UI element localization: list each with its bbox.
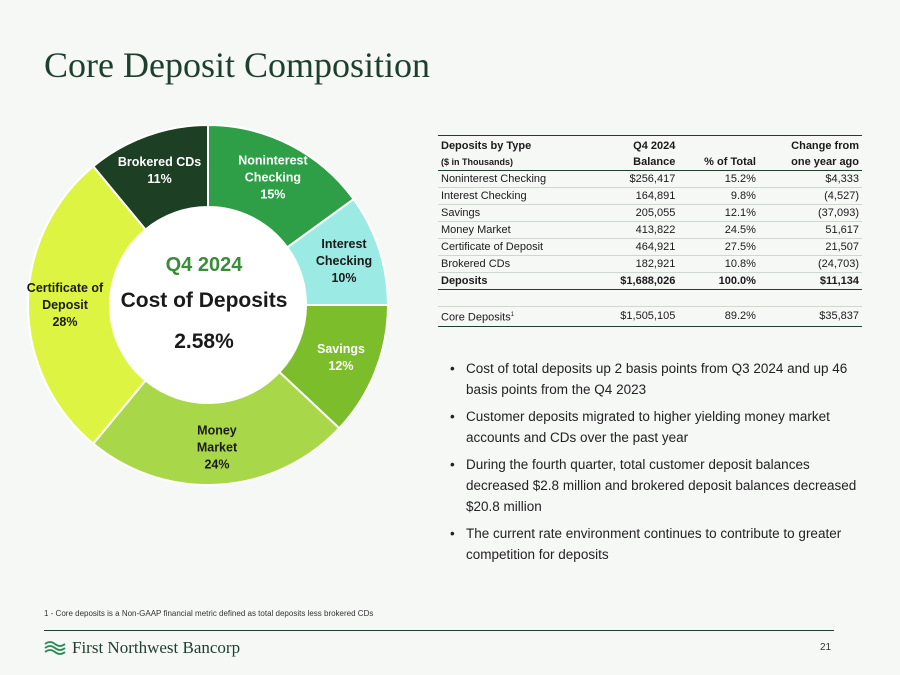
slice-category-label: Deposit	[42, 298, 88, 312]
table-header-cell	[678, 136, 759, 155]
slice-percent-label: 10%	[331, 270, 357, 285]
table-cell: 10.8%	[678, 256, 759, 273]
bullet-item: • The current rate environment continues to contribute to greater competition for deposits	[448, 523, 858, 565]
slice-category-label: Money	[197, 423, 237, 438]
bullet-item: • Customer deposits migrated to higher yielding money market accounts and CDs over the past year	[448, 406, 858, 448]
table-cell: 89.2%	[678, 307, 759, 327]
deposits-table	[438, 135, 862, 327]
table-cell: 24.5%	[678, 222, 759, 239]
table-row	[438, 256, 862, 273]
table-spacer-cell	[438, 290, 862, 307]
table-cell: (24,703)	[759, 256, 862, 273]
table-cell: Interest Checking	[438, 188, 593, 205]
donut-chart	[0, 0, 430, 600]
slice-category-label: Certificate of	[26, 281, 104, 295]
table-cell: 21,507	[759, 239, 862, 256]
table-cell: $4,333	[759, 171, 862, 188]
slice-percent-label: 12%	[328, 359, 354, 374]
table-cell: $1,688,026	[593, 273, 678, 290]
slice-percent-label: 11%	[147, 171, 172, 186]
footnote: 1 - Core deposits is a Non-GAAP financial metric defined as total deposits less brokered CDs	[44, 609, 374, 618]
slice-category-label: Checking	[244, 170, 302, 185]
table-cell	[438, 307, 593, 327]
center-value: 2.58%	[174, 330, 234, 353]
slice-category-label: Market	[196, 440, 238, 455]
table-cell: 164,891	[593, 188, 678, 205]
table-row	[438, 222, 862, 239]
core-label: Core Deposits	[441, 311, 511, 324]
table-cell: 182,921	[593, 256, 678, 273]
table-cell: Certificate of Deposit	[438, 239, 593, 256]
table-cell: 100.0%	[678, 273, 759, 290]
table-header-cell: Deposits by Type	[438, 136, 593, 155]
table-header-cell: Change from	[759, 136, 862, 155]
slice-category-label: Savings	[316, 342, 365, 357]
company-logo	[44, 638, 240, 658]
footer-divider	[44, 630, 834, 631]
table-cell: 413,822	[593, 222, 678, 239]
table-cell: Noninterest Checking	[438, 171, 593, 188]
slice-percent-label: 24%	[204, 457, 230, 472]
table-row	[438, 239, 862, 256]
table-core-row	[438, 307, 862, 327]
table-cell: 12.1%	[678, 205, 759, 222]
table-cell: (4,527)	[759, 188, 862, 205]
center-label: Cost of Deposits	[120, 289, 288, 312]
slice-percent-label: 28%	[52, 315, 78, 329]
table-cell: 205,055	[593, 205, 678, 222]
table-cell: $11,134	[759, 273, 862, 290]
table-cell: $35,837	[759, 307, 862, 327]
table-header-cell: % of Total	[678, 154, 759, 171]
slice-category-label: Brokered CDs	[117, 154, 202, 169]
table-header-row	[438, 154, 862, 171]
table-total-row	[438, 273, 862, 290]
slice-category-label: Interest	[321, 236, 367, 251]
table-header-cell: Q4 2024	[593, 136, 678, 155]
table-cell: Savings	[438, 205, 593, 222]
footnote-mark: 1	[510, 312, 515, 318]
table-row	[438, 188, 862, 205]
table-row	[438, 171, 862, 188]
table-row	[438, 205, 862, 222]
table-cell: 27.5%	[678, 239, 759, 256]
table-cell: Brokered CDs	[438, 256, 593, 273]
table-header-cell: ($ in Thousands)	[438, 154, 593, 171]
table-header-cell: Balance	[593, 154, 678, 171]
page-number: 21	[820, 642, 832, 653]
table-header-cell: one year ago	[759, 154, 862, 171]
bullet-list	[448, 358, 858, 571]
logo-wave-icon	[44, 640, 66, 656]
table-cell: Deposits	[438, 273, 593, 290]
table-cell: $1,505,105	[593, 307, 678, 327]
slice-category-label: Noninterest	[238, 153, 308, 168]
table-cell: (37,093)	[759, 205, 862, 222]
table-cell: Money Market	[438, 222, 593, 239]
table-cell: 464,921	[593, 239, 678, 256]
table-cell: 15.2%	[678, 171, 759, 188]
slice-percent-label: 15%	[260, 187, 286, 202]
page-title: Core Deposit Composition	[44, 45, 430, 85]
slice-category-label: Checking	[315, 253, 373, 268]
table-cell: $256,417	[593, 171, 678, 188]
table-cell: 9.8%	[678, 188, 759, 205]
logo-text: First Northwest Bancorp	[72, 638, 241, 657]
table-header-row	[438, 136, 862, 155]
table-cell: 51,617	[759, 222, 862, 239]
center-period: Q4 2024	[165, 254, 243, 276]
bullet-item: • During the fourth quarter, total customer deposit balances decreased $2.8 million and brokered deposit balances decreased $20.8 million	[448, 454, 858, 517]
bullet-item: • Cost of total deposits up 2 basis points from Q3 2024 and up 46 basis points from the Q4 2023	[448, 358, 858, 400]
table-spacer-row	[438, 290, 862, 307]
